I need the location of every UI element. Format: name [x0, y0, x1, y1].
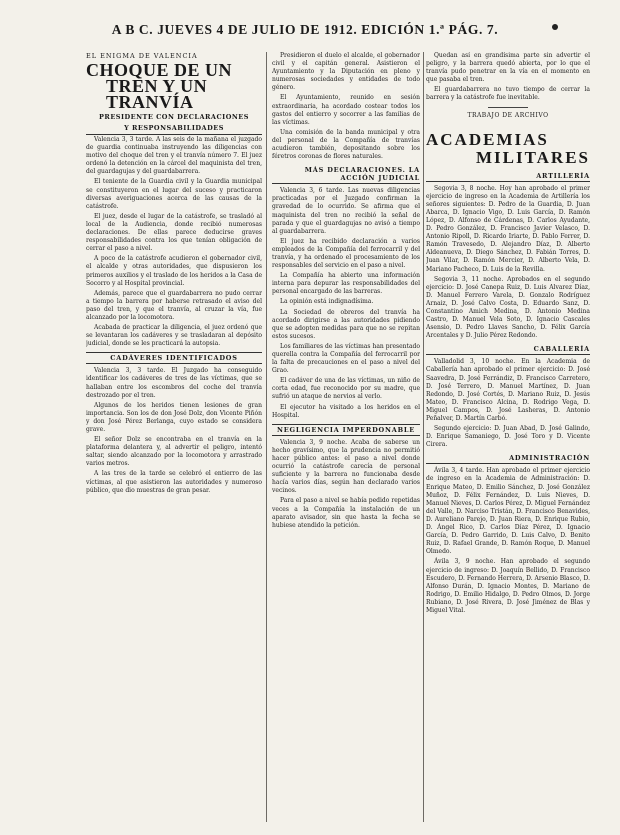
article-paragraph: Quedan así en grandísima parte sin advertir el peligro, y la barrera quedó abierta, por lo que el tranvía pudo penetrar en la vía en el momento en que pasaba el tren. — [426, 52, 590, 84]
article-paragraph: Segovia 3, 11 noche. Aprobados en el segundo ejercicio: D. José Canepa Ruiz, D. Luis Alvarez Díaz, D. Manuel Ferrero Varela, D. Gonzalo Rodríguez Arnaiz, D. José Calvo Costa, D. Eduardo Sanz, D. Constantino Amich Medina, D. Antonio Medina Castro, D. Manuel Vela Soto, D. Ignacio Cascales Asensio, D. Pedro Llaves Sancho, D. Félix García Arcentales y D. Julio Pérez Redondo. — [426, 275, 590, 340]
article-paragraph: Segundo ejercicio: D. Juan Abad, D. José Galindo, D. Enrique Samaniego, D. José Toro y D. Vicente Cirera. — [426, 425, 590, 449]
article-paragraph: Acabada de practicar la diligencia, el juez ordenó que se levantaran los cadáveres y se trasladaran al depósito judicial, donde se les practicará la autopsia. — [86, 324, 262, 348]
article-paragraph: Ávila 3, 4 tarde. Han aprobado el primer ejercicio de ingreso en la Academia de Administración: D. Enrique Mateo, D. Emilio Sánchez, D. José González Muñoz, D. Félix Fernández, D. Luis Nieves, D. Manuel Nieves, D. Carlos Pérez, D. Miguel Fernández del Valle, D. Narciso Tristán, D. Francisco Benavides, D. Aureliano Parejo, D. Juan Riera, D. Enrique Rubio, D. Ángel Rico, D. Carlos Díaz Pérez, D. Ignacio García, D. Pedro Garrido, D. Luis Calvo, D. Benito Ruiz, D. Rafael Grande, D. Ramón Roque, D. Manuel Olmedo. — [426, 467, 590, 556]
article-paragraph: El guardabarrera no tuvo tiempo de cerrar la barrera y la catástrofe fue inevitable. — [426, 86, 590, 102]
headline-line-1: CHOQUE DE UN — [86, 60, 233, 80]
article-paragraph: El juez, desde el lugar de la catástrofe, se trasladó al local de la Audiencia, donde recibió numerosas declaraciones. De ellas parece deducirse graves responsabilidades contra los que tenían obligación de cerrar el paso a nivel. — [86, 212, 262, 253]
article-paragraph: Ávila 3, 9 noche. Han aprobado el segundo ejercicio de ingreso: D. Joaquín Bellido, D. Francisco Escudero, D. Fernando Herrera, D. Arsenio Blasco, D. Alfonso Durán, D. Ignacio Montes, D. Mariano de Rodrigo, D. Emilio Hidalgo, D. Pedro Olmos, D. Jorge Rubiano, D. José Rivera, D. José Jiménez de Blas y Miguel Vital. — [426, 558, 590, 614]
article-paragraph: El cadáver de una de las víctimas, un niño de corta edad, fue reconocido por su madre, que sufrió un ataque de nervios al verlo. — [272, 377, 420, 401]
article-paragraph: La Compañía ha abierto una información interna para depurar las responsabilidades del personal encargado de las barreras. — [272, 272, 420, 296]
column-divider — [423, 52, 424, 822]
signature: TRABAJO DE ARCHIVO — [467, 111, 549, 119]
article-paragraph: Algunos de los heridos tienen lesiones de gran importancia. Son los de don José Dolz, don Vicente Piñón y don José Pérez Berlanga, cuyo estado se considera grave. — [86, 401, 262, 433]
article-paragraph: Los familiares de las víctimas han presentado querella contra la Compañía del ferrocarril por la falta de precauciones en el paso a nivel del Grao. — [272, 342, 420, 375]
article-paragraph: Valencia 3, 6 tarde. Las nuevas diligencias practicadas por el Juzgado confirman la gravedad de lo ocurrido. Se afirma que el maquinista del tren no recibió la señal de parada y que el guardagujas no avisó a tiempo al guardabarrera. — [272, 187, 420, 235]
article-paragraph: Valencia 3, 9 noche. Acaba de saberse un hecho gravísimo, que la prudencia no permitió hacer público antes: el paso a nivel donde ocurrió la catástrofe carecía de personal suficiente y la barrera no funcionaba desde hacía varios días, según han declarado varios vecinos. — [272, 438, 420, 495]
article-paragraph: A las tres de la tarde se celebró el entierro de las víctimas, al que asistieron las autoridades y numeroso público, que dio muestras de gran pesar. — [86, 470, 262, 494]
page-header: A B C. JUEVES 4 DE JULIO DE 1912. EDICIÓN 1.ª PÁG. 7. — [111, 22, 499, 37]
article-paragraph: Segovia 3, 8 noche. Hoy han aprobado el primer ejercicio de ingreso en la Academia de Artillería los señores siguientes: D. Pedro de la Guardia, D. Juan Abarca, D. Ignacio Vigo, D. Luis García, D. Ramón López, D. Alfonso de Cárdenas, D. Carlos Ayudante, D. Pedro González, D. Francisco Javier Velasco, D. Antonio Ripoll, D. Ricardo Iriarte, D. Pablo Ferrer, D. Ramón Travesedo, D. Alejandro Díaz, D. Alberto Aldeanueva, D. Diego Sánchez, D. Fabián Torres, D. Juan Vilar, D. Ramón Mercier, D. Alberto Vela, D. Mariano Pacheco, D. Luis de la Revilla. — [426, 184, 590, 273]
section-heading: CADÁVERES IDENTIFICADOS — [86, 352, 262, 364]
article-paragraph: La Sociedad de obreros del tranvía ha acordado dirigirse a las autoridades pidiendo que se adopten medidas para que no se repitan estos sucesos. — [272, 308, 420, 340]
column-3 — [426, 52, 590, 827]
kicker: EL ENIGMA DE VALENCIA — [86, 52, 198, 60]
headline-line-2: TREN Y UN TRANVÍA — [106, 76, 208, 112]
article-paragraph: El ejecutor ha visitado a los heridos en el Hospital. — [272, 403, 420, 419]
ink-dot — [552, 24, 558, 30]
section-title: MILITARES — [475, 147, 590, 167]
article-paragraph: Una comisión de la banda municipal y otra del personal de la Compañía de tranvías acudieron también, depositando sobre los féretros coronas de flores naturales. — [272, 128, 420, 161]
article-paragraph: Además, parece que el guardabarrera no pudo cerrar a tiempo la barrera por haberse retrasado el aviso del paso del tren, y que el tranvía, al cruzar la vía, fue alcanzado por la locomotora. — [86, 289, 262, 321]
column-1 — [86, 52, 262, 827]
divider — [488, 107, 528, 108]
column-divider — [266, 52, 267, 822]
article-paragraph: El teniente de la Guardia civil y la Guardia municipal se constituyeron en el lugar del suceso y practicaron diversas averiguaciones acerca de las causas de la catástrofe. — [86, 178, 262, 210]
article-paragraph: Valencia 3, 3 tarde. El Juzgado ha conseguido identificar los cadáveres de tres de las víctimas, que se hallaban entre los escombros del coche del tranvía destrozado por el tren. — [86, 367, 262, 399]
section-heading: NEGLIGENCIA IMPERDONABLE — [272, 424, 420, 436]
subhead: PRESIDENTE CON DECLARACIONES — [99, 113, 249, 121]
article-paragraph: El juez ha recibido declaración a varios empleados de la Compañía del ferrocarril y del tranvía, y ha ordenado el procesamiento de los responsables del servicio en el paso a nivel. — [272, 237, 420, 270]
article-paragraph: Presidieron el duelo el alcalde, el gobernador civil y el capitán general. Asistieron el Ayuntamiento y la Diputación en pleno y numerosas sociedades y entidades de todo género. — [272, 52, 420, 92]
article-paragraph: La opinión está indignadísima. — [280, 298, 374, 306]
article-paragraph: El señor Dolz se encontraba en el tranvía en la plataforma delantera y, al advertir el peligro, intentó saltar, siendo alcanzado por la locomotora y arrastrado varios metros. — [86, 436, 262, 468]
column-2 — [272, 52, 420, 827]
section-heading: MÁS DECLARACIONES. LA ACCIÓN JUDICIAL — [272, 165, 420, 184]
section-heading: ARTILLERÍA — [426, 171, 590, 182]
article-paragraph: Valladolid 3, 10 noche. En la Academia de Caballería han aprobado el primer ejercicio: D. José Saavedra, D. José Ferrándiz, D. Francisco Carretero, D. José Terrero, D. Manuel Martínez, D. Juan Redondo, D. José Cortés, D. Mariano Ruiz, D. Jesús Mateo, D. Francisco Alcina, D. Rodrigo Vega, D. Miguel Campos, D. José Lasheras, D. Antonio Peñalver, D. Martín Carbó. — [426, 358, 590, 422]
article-paragraph: Valencia 3, 3 tarde. A las seis de la mañana el juzgado de guardia continuaba instruyendo las diligencias con motivo del choque del tren y el tranvía número 7. El juez ordenó la detención en la cárcel del maquinista del tren, del guardagujas y del guardabarrera. — [86, 136, 262, 176]
subhead: Y RESPONSABILIDADES — [86, 124, 262, 135]
section-heading: CABALLERÍA — [426, 344, 590, 355]
section-title: ACADEMIAS — [426, 129, 549, 149]
article-paragraph: A poco de la catástrofe acudieron el gobernador civil, el alcalde y otras autoridades, que dispusieron los primeros auxilios y el traslado de los heridos a la Casa de Socorro y al Hospital provincial. — [86, 255, 262, 287]
section-heading: ADMINISTRACIÓN — [426, 453, 590, 464]
article-paragraph: El Ayuntamiento, reunido en sesión extraordinaria, ha acordado costear todos los gastos del entierro y socorrer a las familias de las víctimas. — [272, 94, 420, 126]
article-paragraph: Para el paso a nivel se había pedido repetidas veces a la Compañía la instalación de un aparato avisador, sin que hasta la fecha se hubiese atendido la petición. — [272, 497, 420, 529]
